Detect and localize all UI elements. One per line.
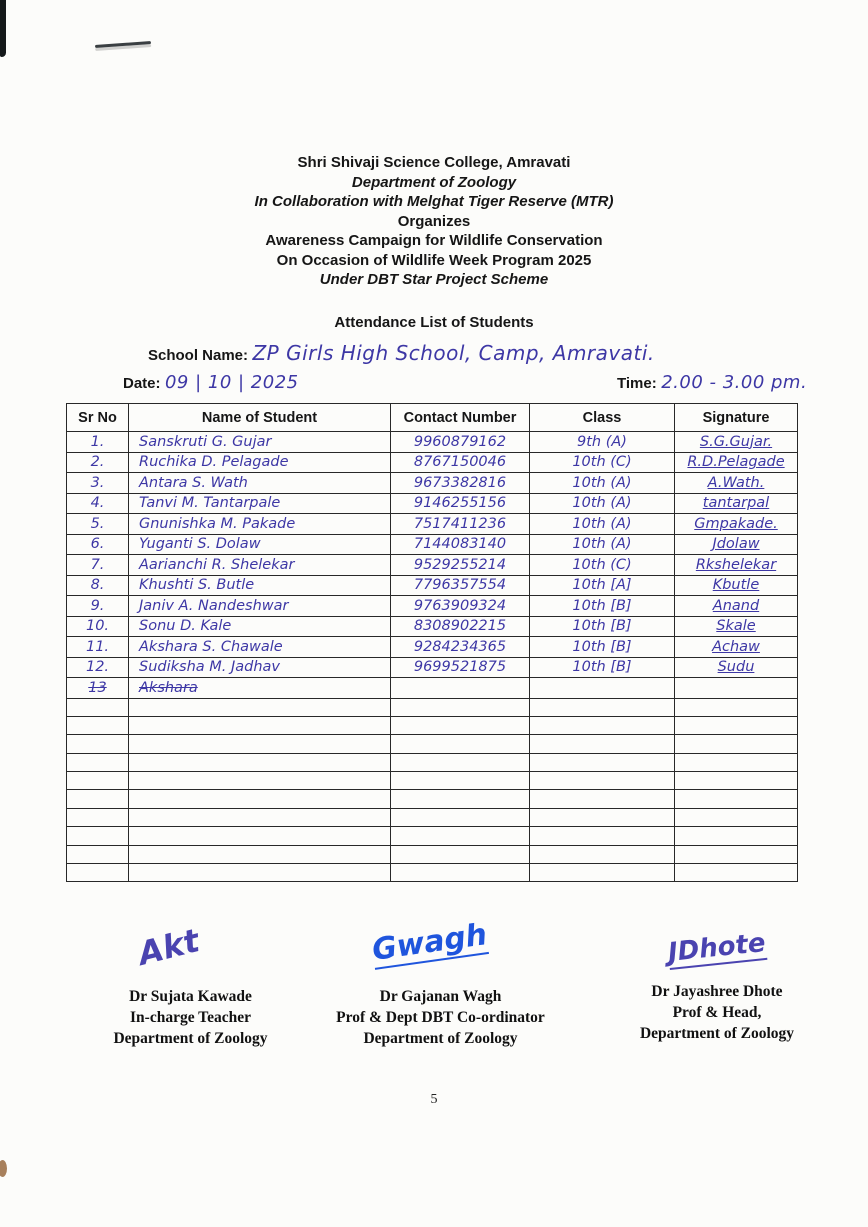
cell-empty — [129, 845, 391, 863]
cell-class: 10th [B] — [530, 637, 675, 658]
attendance-table — [66, 403, 798, 882]
table-row-empty — [67, 864, 798, 882]
table-row — [67, 555, 798, 576]
cell-empty — [675, 827, 798, 845]
cell-name: Aarianchi R. Shelekar — [129, 555, 391, 576]
cell-empty — [129, 808, 391, 826]
cell-empty — [129, 716, 391, 734]
college-name: Shri Shivaji Science College, Amravati — [297, 154, 571, 171]
cell-empty — [530, 827, 675, 845]
cell-signature: Anand — [675, 596, 798, 617]
cell-name: Antara S. Wath — [129, 473, 391, 494]
cell-signature: R.D.Pelagade — [675, 452, 798, 473]
cell-contact: 8308902215 — [391, 616, 530, 637]
cell-empty — [129, 790, 391, 808]
attendance-table-body — [67, 432, 798, 882]
cell-name: Sonu D. Kale — [129, 616, 391, 637]
cell-contact: 9284234365 — [391, 637, 530, 658]
signer-dept: Department of Zoology — [113, 1030, 268, 1047]
cell-empty — [675, 716, 798, 734]
time-label: Time: — [617, 375, 657, 392]
signature-scribble-wagh: Gwagh — [369, 917, 490, 968]
cell-empty — [391, 827, 530, 845]
cell-name: Yuganti S. Dolaw — [129, 534, 391, 555]
cell-empty — [391, 808, 530, 826]
cell-class: 10th (A) — [530, 534, 675, 555]
cell-empty — [675, 698, 798, 716]
date-line — [123, 372, 299, 393]
cell-empty — [675, 808, 798, 826]
cell-empty — [129, 827, 391, 845]
cell-sr: 2. — [67, 452, 129, 473]
cell-empty — [67, 808, 129, 826]
cell-name: Sanskruti G. Gujar — [129, 432, 391, 453]
table-row — [67, 534, 798, 555]
signer-block-dhote — [598, 981, 836, 1044]
cell-sr: 1. — [67, 432, 129, 453]
cell-empty — [391, 790, 530, 808]
cell-empty — [530, 772, 675, 790]
school-name-label: School Name: — [148, 347, 249, 364]
header-class: Class — [530, 404, 675, 432]
cell-contact: 7517411236 — [391, 514, 530, 535]
cell-signature: Jdolaw — [675, 534, 798, 555]
cell-name: Ruchika D. Pelagade — [129, 452, 391, 473]
cell-sr: 6. — [67, 534, 129, 555]
cell-signature: Sudu — [675, 657, 798, 678]
signer-dept: Department of Zoology — [363, 1030, 518, 1047]
attendance-title: Attendance List of Students — [334, 313, 534, 331]
signer-block-kawade — [88, 986, 293, 1049]
cell-empty — [67, 772, 129, 790]
cell-empty — [67, 864, 129, 882]
cell-contact: 9960879162 — [391, 432, 530, 453]
cell-signature — [675, 678, 798, 699]
header-contact-number: Contact Number — [391, 404, 530, 432]
time-value: 2.00 - 3.00 pm. — [661, 372, 808, 393]
cell-sr: 4. — [67, 493, 129, 514]
cell-contact: 9146255156 — [391, 493, 530, 514]
table-row — [67, 596, 798, 617]
time-line — [617, 372, 807, 393]
cell-empty — [675, 790, 798, 808]
scan-edge-artifact — [0, 0, 6, 57]
cell-signature: Skale — [675, 616, 798, 637]
table-row-empty — [67, 772, 798, 790]
table-row — [67, 616, 798, 637]
cell-empty — [67, 827, 129, 845]
table-row — [67, 678, 798, 699]
cell-contact: 9763909324 — [391, 596, 530, 617]
cell-name: Akshara S. Chawale — [129, 637, 391, 658]
cell-class: 10th [B] — [530, 657, 675, 678]
campaign-line: Awareness Campaign for Wildlife Conservation — [265, 232, 603, 249]
cell-class: 10th [A] — [530, 575, 675, 596]
cell-empty — [675, 753, 798, 771]
cell-class — [530, 678, 675, 699]
signer-role: Prof & Head, — [672, 1004, 762, 1021]
cell-empty — [530, 790, 675, 808]
date-label: Date: — [123, 375, 161, 392]
document-header — [0, 153, 868, 332]
cell-class: 10th (A) — [530, 514, 675, 535]
cell-empty — [391, 845, 530, 863]
occasion-line: On Occasion of Wildlife Week Program 2025 — [276, 251, 592, 269]
cell-contact: 8767150046 — [391, 452, 530, 473]
cell-class: 10th [B] — [530, 596, 675, 617]
table-row-empty — [67, 698, 798, 716]
cell-empty — [675, 864, 798, 882]
cell-empty — [129, 735, 391, 753]
cell-empty — [391, 753, 530, 771]
cell-contact: 7796357554 — [391, 575, 530, 596]
signer-dept: Department of Zoology — [639, 1025, 795, 1042]
table-row-empty — [67, 845, 798, 863]
header-sr-no: Sr No — [67, 404, 129, 432]
cell-empty — [129, 698, 391, 716]
table-row — [67, 514, 798, 535]
cell-empty — [129, 864, 391, 882]
table-header-row — [67, 404, 798, 432]
cell-empty — [67, 790, 129, 808]
cell-sr: 5. — [67, 514, 129, 535]
header-signature: Signature — [675, 404, 798, 432]
header-name-of-student: Name of Student — [129, 404, 391, 432]
staple-mark — [95, 41, 151, 48]
organizes-line: Organizes — [397, 212, 471, 230]
cell-class: 10th (A) — [530, 473, 675, 494]
cell-empty — [675, 772, 798, 790]
table-row — [67, 432, 798, 453]
cell-empty — [530, 808, 675, 826]
table-row-empty — [67, 808, 798, 826]
cell-empty — [67, 753, 129, 771]
cell-empty — [67, 735, 129, 753]
signer-name: Dr Jayashree Dhote — [651, 983, 783, 1000]
cell-contact — [391, 678, 530, 699]
cell-empty — [391, 698, 530, 716]
signature-scribble-kawade: Akt — [134, 921, 204, 973]
table-row — [67, 473, 798, 494]
cell-empty — [530, 735, 675, 753]
cell-empty — [67, 698, 129, 716]
cell-sr: 9. — [67, 596, 129, 617]
cell-sr: 13 — [67, 678, 129, 699]
table-row — [67, 452, 798, 473]
cell-sr: 3. — [67, 473, 129, 494]
department-line: Department of Zoology — [351, 173, 517, 191]
cell-empty — [67, 716, 129, 734]
signer-role: Prof & Dept DBT Co-ordinator — [336, 1009, 545, 1026]
cell-sr: 12. — [67, 657, 129, 678]
collaboration-line: In Collaboration with Melghat Tiger Reserve (MTR) — [254, 193, 614, 210]
cell-class: 10th [B] — [530, 616, 675, 637]
table-row — [67, 637, 798, 658]
table-row — [67, 657, 798, 678]
cell-sr: 11. — [67, 637, 129, 658]
table-row-empty — [67, 827, 798, 845]
cell-sr: 7. — [67, 555, 129, 576]
cell-class: 10th (A) — [530, 493, 675, 514]
cell-empty — [530, 864, 675, 882]
cell-empty — [129, 753, 391, 771]
cell-class: 9th (A) — [530, 432, 675, 453]
cell-empty — [391, 735, 530, 753]
cell-contact: 7144083140 — [391, 534, 530, 555]
cell-empty — [530, 698, 675, 716]
table-row-empty — [67, 735, 798, 753]
cell-empty — [675, 735, 798, 753]
table-row-empty — [67, 790, 798, 808]
cell-name: Janiv A. Nandeshwar — [129, 596, 391, 617]
cell-empty — [129, 772, 391, 790]
cell-signature: Rkshelekar — [675, 555, 798, 576]
page-number: 5 — [430, 1092, 438, 1107]
cell-signature: Achaw — [675, 637, 798, 658]
signer-name: Dr Gajanan Wagh — [379, 988, 502, 1005]
cell-signature: Kbutle — [675, 575, 798, 596]
table-row — [67, 493, 798, 514]
cell-name: Gnunishka M. Pakade — [129, 514, 391, 535]
school-name-line — [148, 341, 655, 365]
table-row-empty — [67, 753, 798, 771]
ink-smudge — [0, 1160, 7, 1177]
cell-empty — [391, 716, 530, 734]
cell-class: 10th (C) — [530, 452, 675, 473]
cell-signature: Gmpakade. — [675, 514, 798, 535]
date-value: 09 | 10 | 2025 — [164, 372, 299, 393]
table-row-empty — [67, 716, 798, 734]
table-row — [67, 575, 798, 596]
school-name-value: ZP Girls High School, Camp, Amravati. — [252, 341, 655, 365]
cell-signature: tantarpal — [675, 493, 798, 514]
cell-signature: S.G.Gujar. — [675, 432, 798, 453]
cell-sr: 10. — [67, 616, 129, 637]
cell-contact: 9699521875 — [391, 657, 530, 678]
signer-name: Dr Sujata Kawade — [129, 988, 252, 1005]
cell-class: 10th (C) — [530, 555, 675, 576]
cell-contact: 9673382816 — [391, 473, 530, 494]
signature-scribble-dhote: JDhote — [666, 927, 767, 969]
cell-contact: 9529255214 — [391, 555, 530, 576]
scheme-line: Under DBT Star Project Scheme — [319, 271, 549, 288]
cell-empty — [675, 845, 798, 863]
cell-empty — [530, 753, 675, 771]
signer-role: In-charge Teacher — [130, 1009, 251, 1026]
cell-name: Sudiksha M. Jadhav — [129, 657, 391, 678]
cell-name: Akshara — [129, 678, 391, 699]
cell-empty — [67, 845, 129, 863]
cell-name: Khushti S. Butle — [129, 575, 391, 596]
cell-empty — [530, 845, 675, 863]
cell-empty — [391, 864, 530, 882]
signer-block-wagh — [318, 986, 563, 1049]
cell-empty — [530, 716, 675, 734]
cell-signature: A.Wath. — [675, 473, 798, 494]
cell-empty — [391, 772, 530, 790]
cell-sr: 8. — [67, 575, 129, 596]
cell-name: Tanvi M. Tantarpale — [129, 493, 391, 514]
